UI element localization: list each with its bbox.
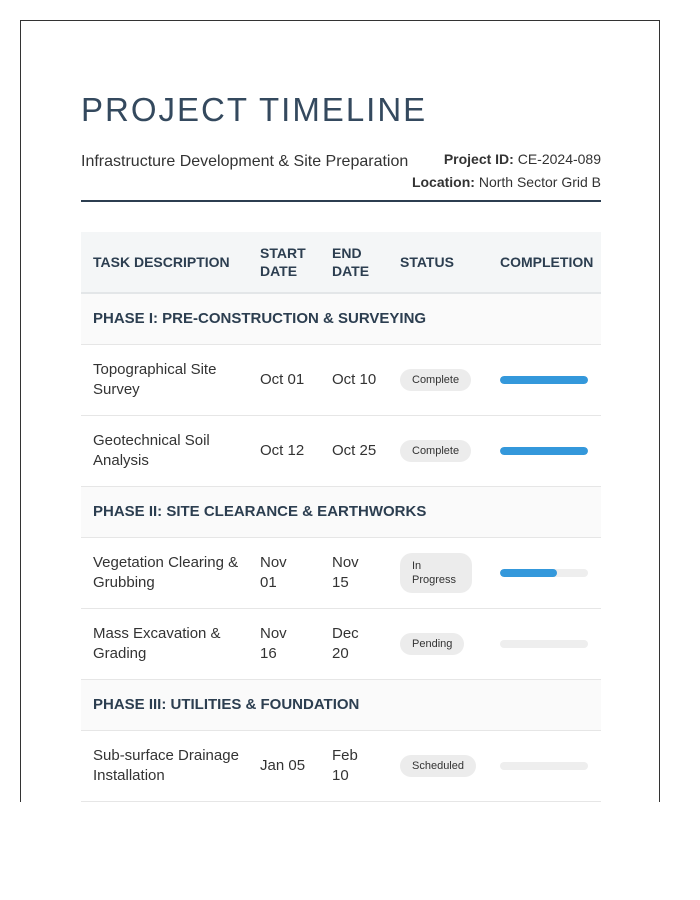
status-badge: Complete — [400, 369, 471, 391]
task-name: Topographical Site Survey — [81, 345, 248, 416]
completion-fill — [500, 447, 588, 455]
column-header-completion: COMPLETION — [488, 232, 601, 293]
status-badge: Pending — [400, 633, 464, 655]
status-badge: Scheduled — [400, 755, 476, 777]
page-title: PROJECT TIMELINE — [81, 91, 428, 128]
completion-bar — [500, 376, 588, 384]
task-end: Oct 10 — [320, 345, 388, 416]
header-divider — [81, 200, 601, 202]
task-name: Sub-surface Drainage Installation — [81, 731, 248, 802]
completion-bar — [500, 447, 588, 455]
document-page — [20, 20, 660, 802]
task-name: Mass Excavation & Grading — [81, 609, 248, 680]
column-header-task: TASK DESCRIPTION — [81, 232, 248, 293]
completion-bar — [500, 569, 588, 577]
location-value: North Sector Grid B — [478, 174, 601, 190]
completion-fill — [500, 376, 588, 384]
table-row — [81, 345, 601, 416]
task-start: Nov 16 — [248, 609, 320, 680]
column-header-status: STATUS — [388, 232, 488, 293]
project-meta — [412, 148, 601, 194]
task-start: Oct 01 — [248, 345, 320, 416]
completion-fill — [500, 569, 557, 577]
phase-row — [81, 293, 601, 345]
phase-label: PHASE I: PRE-CONSTRUCTION & SURVEYING — [81, 293, 601, 345]
task-start: Nov 01 — [248, 538, 320, 609]
table-row — [81, 416, 601, 487]
task-start: Jan 05 — [248, 731, 320, 802]
project-id-value: CE-2024-089 — [517, 151, 601, 167]
table-row — [81, 538, 601, 609]
task-end: Feb 10 — [320, 731, 388, 802]
task-start: Oct 12 — [248, 416, 320, 487]
timeline-table — [81, 232, 601, 802]
status-badge: Complete — [400, 440, 471, 462]
phase-row — [81, 680, 601, 731]
table-row — [81, 731, 601, 802]
column-header-end: END DATE — [320, 232, 388, 293]
location-label: Location: — [411, 174, 475, 190]
page-subtitle: Infrastructure Development & Site Preparation — [81, 153, 409, 170]
column-header-start: START DATE — [248, 232, 320, 293]
project-id-line — [412, 148, 601, 171]
task-name: Vegetation Clearing & Grubbing — [81, 538, 248, 609]
task-end: Dec 20 — [320, 609, 388, 680]
task-end: Oct 25 — [320, 416, 388, 487]
phase-label: PHASE II: SITE CLEARANCE & EARTHWORKS — [81, 487, 601, 538]
completion-bar — [500, 640, 588, 648]
phase-row — [81, 487, 601, 538]
location-line — [412, 171, 601, 194]
status-badge: In Progress — [400, 553, 472, 593]
phase-label: PHASE III: UTILITIES & FOUNDATION — [81, 680, 601, 731]
task-end: Nov 15 — [320, 538, 388, 609]
table-row — [81, 609, 601, 680]
task-name: Geotechnical Soil Analysis — [81, 416, 248, 487]
completion-bar — [500, 762, 588, 770]
project-id-label: Project ID: — [443, 151, 514, 167]
table-header-row — [81, 232, 601, 293]
